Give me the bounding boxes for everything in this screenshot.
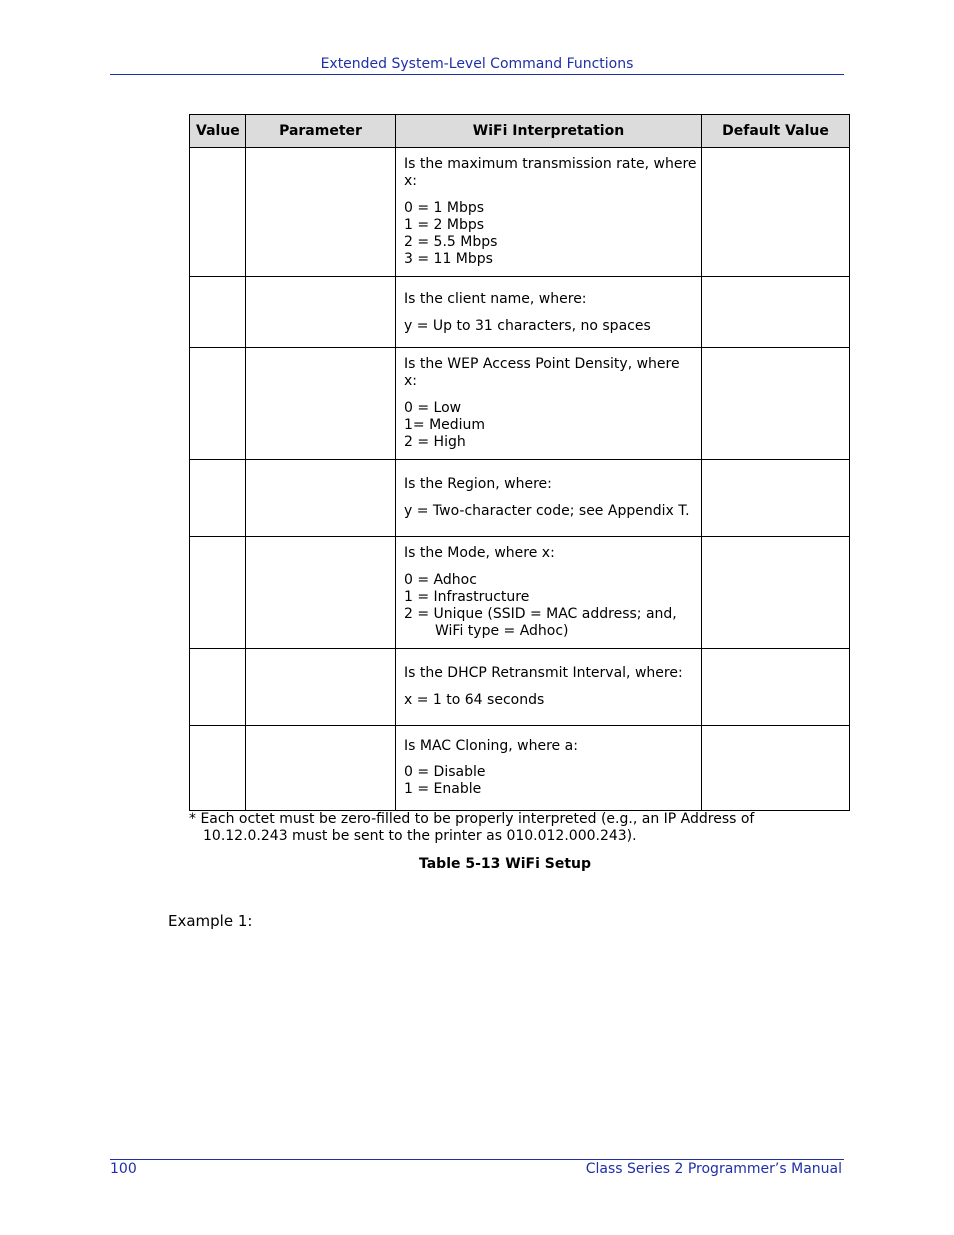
interpretation-item: 2 = 5.5 Mbps <box>404 234 498 250</box>
parameter-cell <box>246 726 396 811</box>
value-cell <box>190 148 246 277</box>
interpretation-item: 0 = 1 Mbps <box>404 200 485 216</box>
table-row <box>190 726 850 811</box>
running-header: Extended System-Level Command Functions <box>320 56 634 72</box>
parameter-cell <box>246 148 396 277</box>
interpretation-item: 2 = Unique (SSID = MAC address; and, WiFi type = Adhoc) <box>404 606 677 639</box>
interpretation-item: 2 = High <box>404 434 466 450</box>
table-row <box>190 348 850 460</box>
interpretation-item: 1 = Enable <box>404 781 482 797</box>
value-cell <box>190 537 246 649</box>
value-cell <box>190 348 246 460</box>
default-value-cell <box>702 649 850 726</box>
value-cell <box>190 726 246 811</box>
footnote-line: * Each octet must be zero-filled to be properly interpreted (e.g., an IP Address of <box>189 811 755 827</box>
interpretation-cell <box>396 537 702 649</box>
interpretation-item: y = Two-character code; see Appendix T. <box>404 503 690 519</box>
parameter-cell <box>246 649 396 726</box>
interpretation-cell <box>396 726 702 811</box>
interpretation-item: 1= Medium <box>404 417 486 433</box>
header-rule <box>110 74 844 75</box>
interpretation-cell <box>396 277 702 348</box>
interpretation-lead: Is the DHCP Retransmit Interval, where: <box>404 665 683 681</box>
interpretation-item: 0 = Disable <box>404 764 486 780</box>
interpretation-item: 3 = 11 Mbps <box>404 251 493 267</box>
header-value: Value <box>190 115 246 148</box>
value-cell <box>190 460 246 537</box>
parameter-cell <box>246 537 396 649</box>
default-value-cell <box>702 277 850 348</box>
value-cell <box>190 649 246 726</box>
table-row <box>190 537 850 649</box>
interpretation-lead: Is MAC Cloning, where a: <box>404 738 578 754</box>
parameter-cell <box>246 460 396 537</box>
footnote-line: 10.12.0.243 must be sent to the printer as 010.012.000.243). <box>203 828 637 844</box>
header-default-value: Default Value <box>702 115 850 148</box>
table-caption: Table 5-13 WiFi Setup <box>418 856 592 872</box>
parameter-cell <box>246 348 396 460</box>
wifi-setup-table <box>189 114 850 811</box>
example-label: Example 1: <box>168 912 253 930</box>
interpretation-item: y = Up to 31 characters, no spaces <box>404 318 651 334</box>
table-row <box>190 460 850 537</box>
default-value-cell <box>702 726 850 811</box>
interpretation-item: x = 1 to 64 seconds <box>404 692 545 708</box>
table-footnote <box>189 811 789 845</box>
interpretation-cell <box>396 649 702 726</box>
default-value-cell <box>702 148 850 277</box>
default-value-cell <box>702 348 850 460</box>
default-value-cell <box>702 537 850 649</box>
interpretation-lead: Is the maximum transmission rate, where x: <box>404 156 697 189</box>
table-row <box>190 649 850 726</box>
interpretation-cell <box>396 460 702 537</box>
interpretation-cell <box>396 348 702 460</box>
interpretation-item: 1 = Infrastructure <box>404 589 530 605</box>
table-header-row <box>190 115 850 148</box>
interpretation-item: 1 = 2 Mbps <box>404 217 485 233</box>
interpretation-lead: Is the Region, where: <box>404 476 552 492</box>
parameter-cell <box>246 277 396 348</box>
interpretation-lead: Is the Mode, where x: <box>404 545 555 561</box>
default-value-cell <box>702 460 850 537</box>
header-wifi-interpretation: WiFi Interpretation <box>396 115 702 148</box>
table-row <box>190 277 850 348</box>
interpretation-cell <box>396 148 702 277</box>
page-number: 100 <box>110 1161 137 1177</box>
header-parameter: Parameter <box>246 115 396 148</box>
table-row <box>190 148 850 277</box>
interpretation-item: 0 = Low <box>404 400 462 416</box>
interpretation-item: 0 = Adhoc <box>404 572 477 588</box>
footer-rule <box>110 1159 844 1160</box>
manual-title: Class Series 2 Programmer’s Manual <box>585 1161 842 1177</box>
interpretation-lead: Is the client name, where: <box>404 291 587 307</box>
interpretation-lead: Is the WEP Access Point Density, where x: <box>404 356 680 389</box>
value-cell <box>190 277 246 348</box>
